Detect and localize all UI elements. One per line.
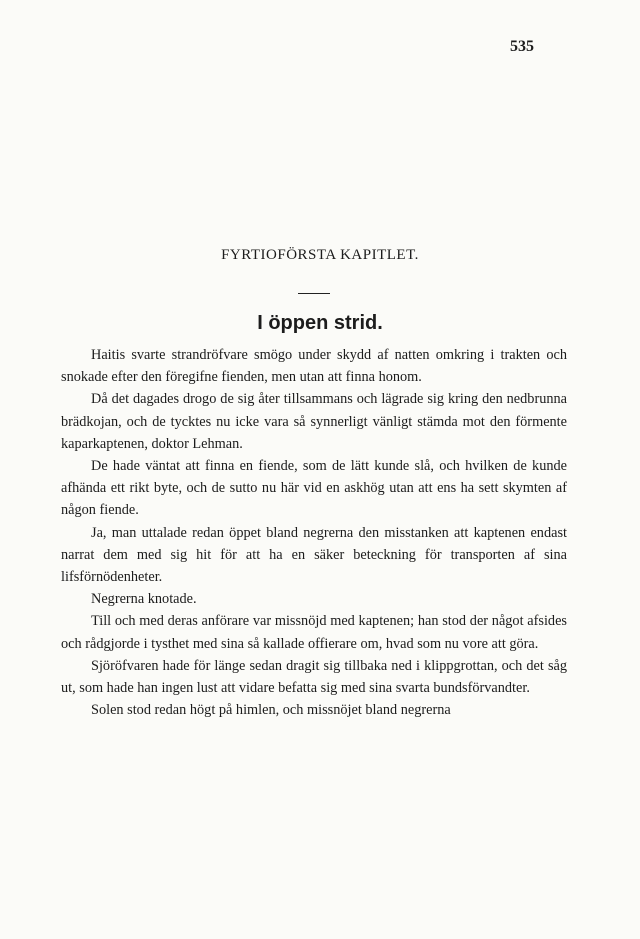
paragraph: Ja, man uttalade redan öppet bland negrerna den misstanken att kaptenen endast narrat dem med sig hit för att ha en säker beteckning för transporten af sina lifsförnödenheter. xyxy=(61,524,567,586)
chapter-heading: FYRTIOFÖRSTA KAPITLET. xyxy=(221,247,419,263)
paragraph: Till och med deras anförare var missnöjd med kaptenen; han stod der något afsides och rådgjorde i tysthet med sina så kallade offierare om, hvad som nu vore att göra. xyxy=(61,613,567,652)
chapter-title: I öppen strid. xyxy=(257,312,383,334)
title-rule xyxy=(298,293,330,294)
paragraph: Solen stod redan högt på himlen, och missnöjet bland negrerna xyxy=(91,702,451,719)
paragraph: Negrerna knotade. xyxy=(91,591,197,608)
body-text xyxy=(61,344,567,721)
paragraph: De hade väntat att finna en fiende, som de lätt kunde slå, och hvilken de kunde afhända ett rikt byte, och de sutto nu här vid en askhög utan att ens ha sett skymten af någon fiende. xyxy=(61,458,567,519)
paragraph: Haitis svarte strandröfvare smögo under skydd af natten omkring i trakten och snokade efter den föregifne fienden, men utan att finna honom. xyxy=(61,347,567,386)
page-number: 535 xyxy=(510,38,534,55)
paragraph: Då det dagades drogo de sig åter tillsammans och lägrade sig kring den nedbrunna brädkojan, och de tycktes nu icke vara så synnerligt vänligt stämda mot den förmente kaparkaptenen, doktor Lehman. xyxy=(61,391,567,452)
paragraph: Sjöröfvaren hade för länge sedan dragit sig tillbaka ned i klippgrottan, och det såg ut, som hade han ingen lust att vidare befatta sig med sina svarta bundsförvandter. xyxy=(61,657,567,697)
